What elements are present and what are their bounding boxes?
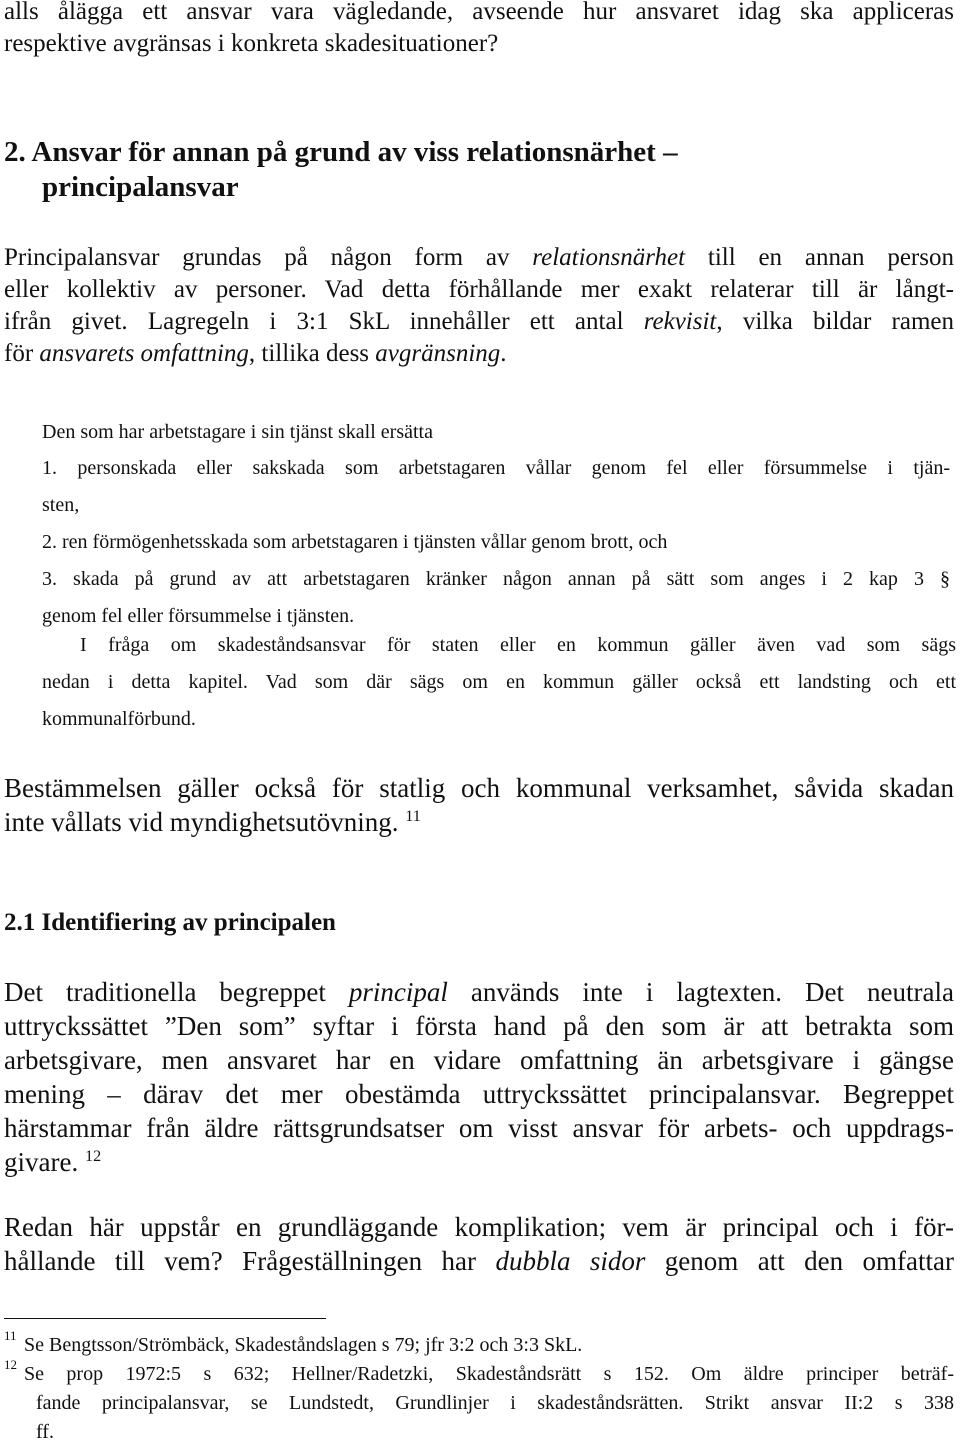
text-line: Principalansvar grundas på någon form av relationsnärhet till en annan person [4, 244, 954, 271]
intro-paragraph [4, 0, 954, 60]
text-line: Bestämmelsen gäller också för statlig och kommunal verksamhet, såvida skadan [4, 773, 954, 803]
text-line: hållande till vem? Frågeställningen har dubbla sidor genom att den omfattar [4, 1246, 954, 1276]
statute-item: 2. ren förmögenhetsskada som arbetstagaren i tjänsten vållar genom brott, och [42, 531, 668, 553]
text-line: eller kollektiv av personer. Vad detta förhållande mer exakt relaterar till är långt- [4, 276, 954, 303]
paragraph [4, 242, 954, 370]
text-line: arbetsgivare, men ansvaret har en vidare omfattning än arbetsgivare i gängse [4, 1045, 954, 1075]
footnote-line: fande principalansvar, se Lundstedt, Grundlinjer i skadeståndsrätten. Strikt ansvar II:2 s 338 [36, 1392, 954, 1414]
footnote-continuation [36, 1389, 954, 1447]
statute-list [42, 450, 950, 635]
text-line: för ansvarets omfattning, tillika dess avgränsning. [4, 340, 507, 367]
statute-item: 3. skada på grund av att arbetstagaren kränker någon annan på sätt som anges i 2 kap 3 § [42, 568, 950, 590]
heading-line: principalansvar [42, 171, 239, 203]
statute-line: nedan i detta kapitel. Vad som där sägs om en kommun gäller också ett landsting och ett [42, 671, 956, 693]
subsection-heading: 2.1 Identifiering av principalen [4, 909, 336, 936]
footnote [24, 1360, 954, 1389]
text-line: respektive avgränsas i konkreta skadesituationer? [4, 30, 499, 57]
text-line: alls ålägga ett ansvar vara vägledande, avseende hur ansvaret idag ska appliceras [4, 0, 954, 25]
statute-item: sten, [42, 494, 80, 516]
footnote-number: 12 [4, 1357, 17, 1372]
heading-line: 2. Ansvar för annan på grund av viss relationsnärhet – [4, 136, 678, 168]
statute-line: kommunalförbund. [42, 708, 196, 730]
statute-item: 1. personskada eller sakskada som arbetstagaren vållar genom fel eller försummelse i tjän- [42, 457, 950, 479]
text-line: givare. $^{12}$ [4, 1147, 102, 1177]
footnote-number: 11 [4, 1328, 17, 1343]
statute-item: genom fel eller försummelse i tjänsten. [42, 605, 355, 627]
footnote-line: Se prop 1972:5 s 632; Hellner/Radetzki, Skadeståndsrätt s 152. Om äldre principer beträf- [24, 1363, 954, 1385]
text-line: uttryckssättet ”Den som” syftar i första hand på den som är att betrakta som [4, 1011, 954, 1041]
footnote-separator [4, 1318, 326, 1319]
statute-quote [42, 414, 954, 451]
text-line: Redan här uppstår en grundläggande komplikation; vem är principal och i för- [4, 1212, 954, 1242]
statute-line: Den som har arbetstagare i sin tjänst skall ersätta [42, 421, 433, 443]
statute-paragraph [42, 627, 956, 738]
paragraph [4, 1210, 954, 1278]
paragraph [4, 975, 954, 1179]
footnote-ref: 12 [84, 1147, 102, 1165]
paragraph [4, 771, 954, 839]
text-line: mening – därav det mer obestämda uttryckssättet principalansvar. Begreppet [4, 1079, 954, 1109]
text-line: härstammar från äldre rättsgrundsatser om visst ansvar för arbets- och uppdrags- [4, 1113, 954, 1143]
statute-line: I fråga om skadeståndsansvar för staten eller en kommun gäller även vad som sägs [80, 634, 956, 656]
text-line: ifrån givet. Lagregeln i 3:1 SkL innehåller ett antal rekvisit, vilka bildar ramen [4, 308, 954, 335]
footnote-line: Se Bengtsson/Strömbäck, Skadeståndslagen s 79; jfr 3:2 och 3:3 SkL. [24, 1334, 583, 1356]
footnote-line: ff. [36, 1421, 54, 1443]
footnote [24, 1331, 954, 1360]
text-line: inte vållats vid myndighetsutövning. $^{11}$ [4, 807, 421, 837]
text-line: Det traditionella begreppet principal används inte i lagtexten. Det neutrala [4, 977, 954, 1007]
footnote-ref: 11 [405, 807, 421, 825]
section-heading [4, 135, 954, 205]
